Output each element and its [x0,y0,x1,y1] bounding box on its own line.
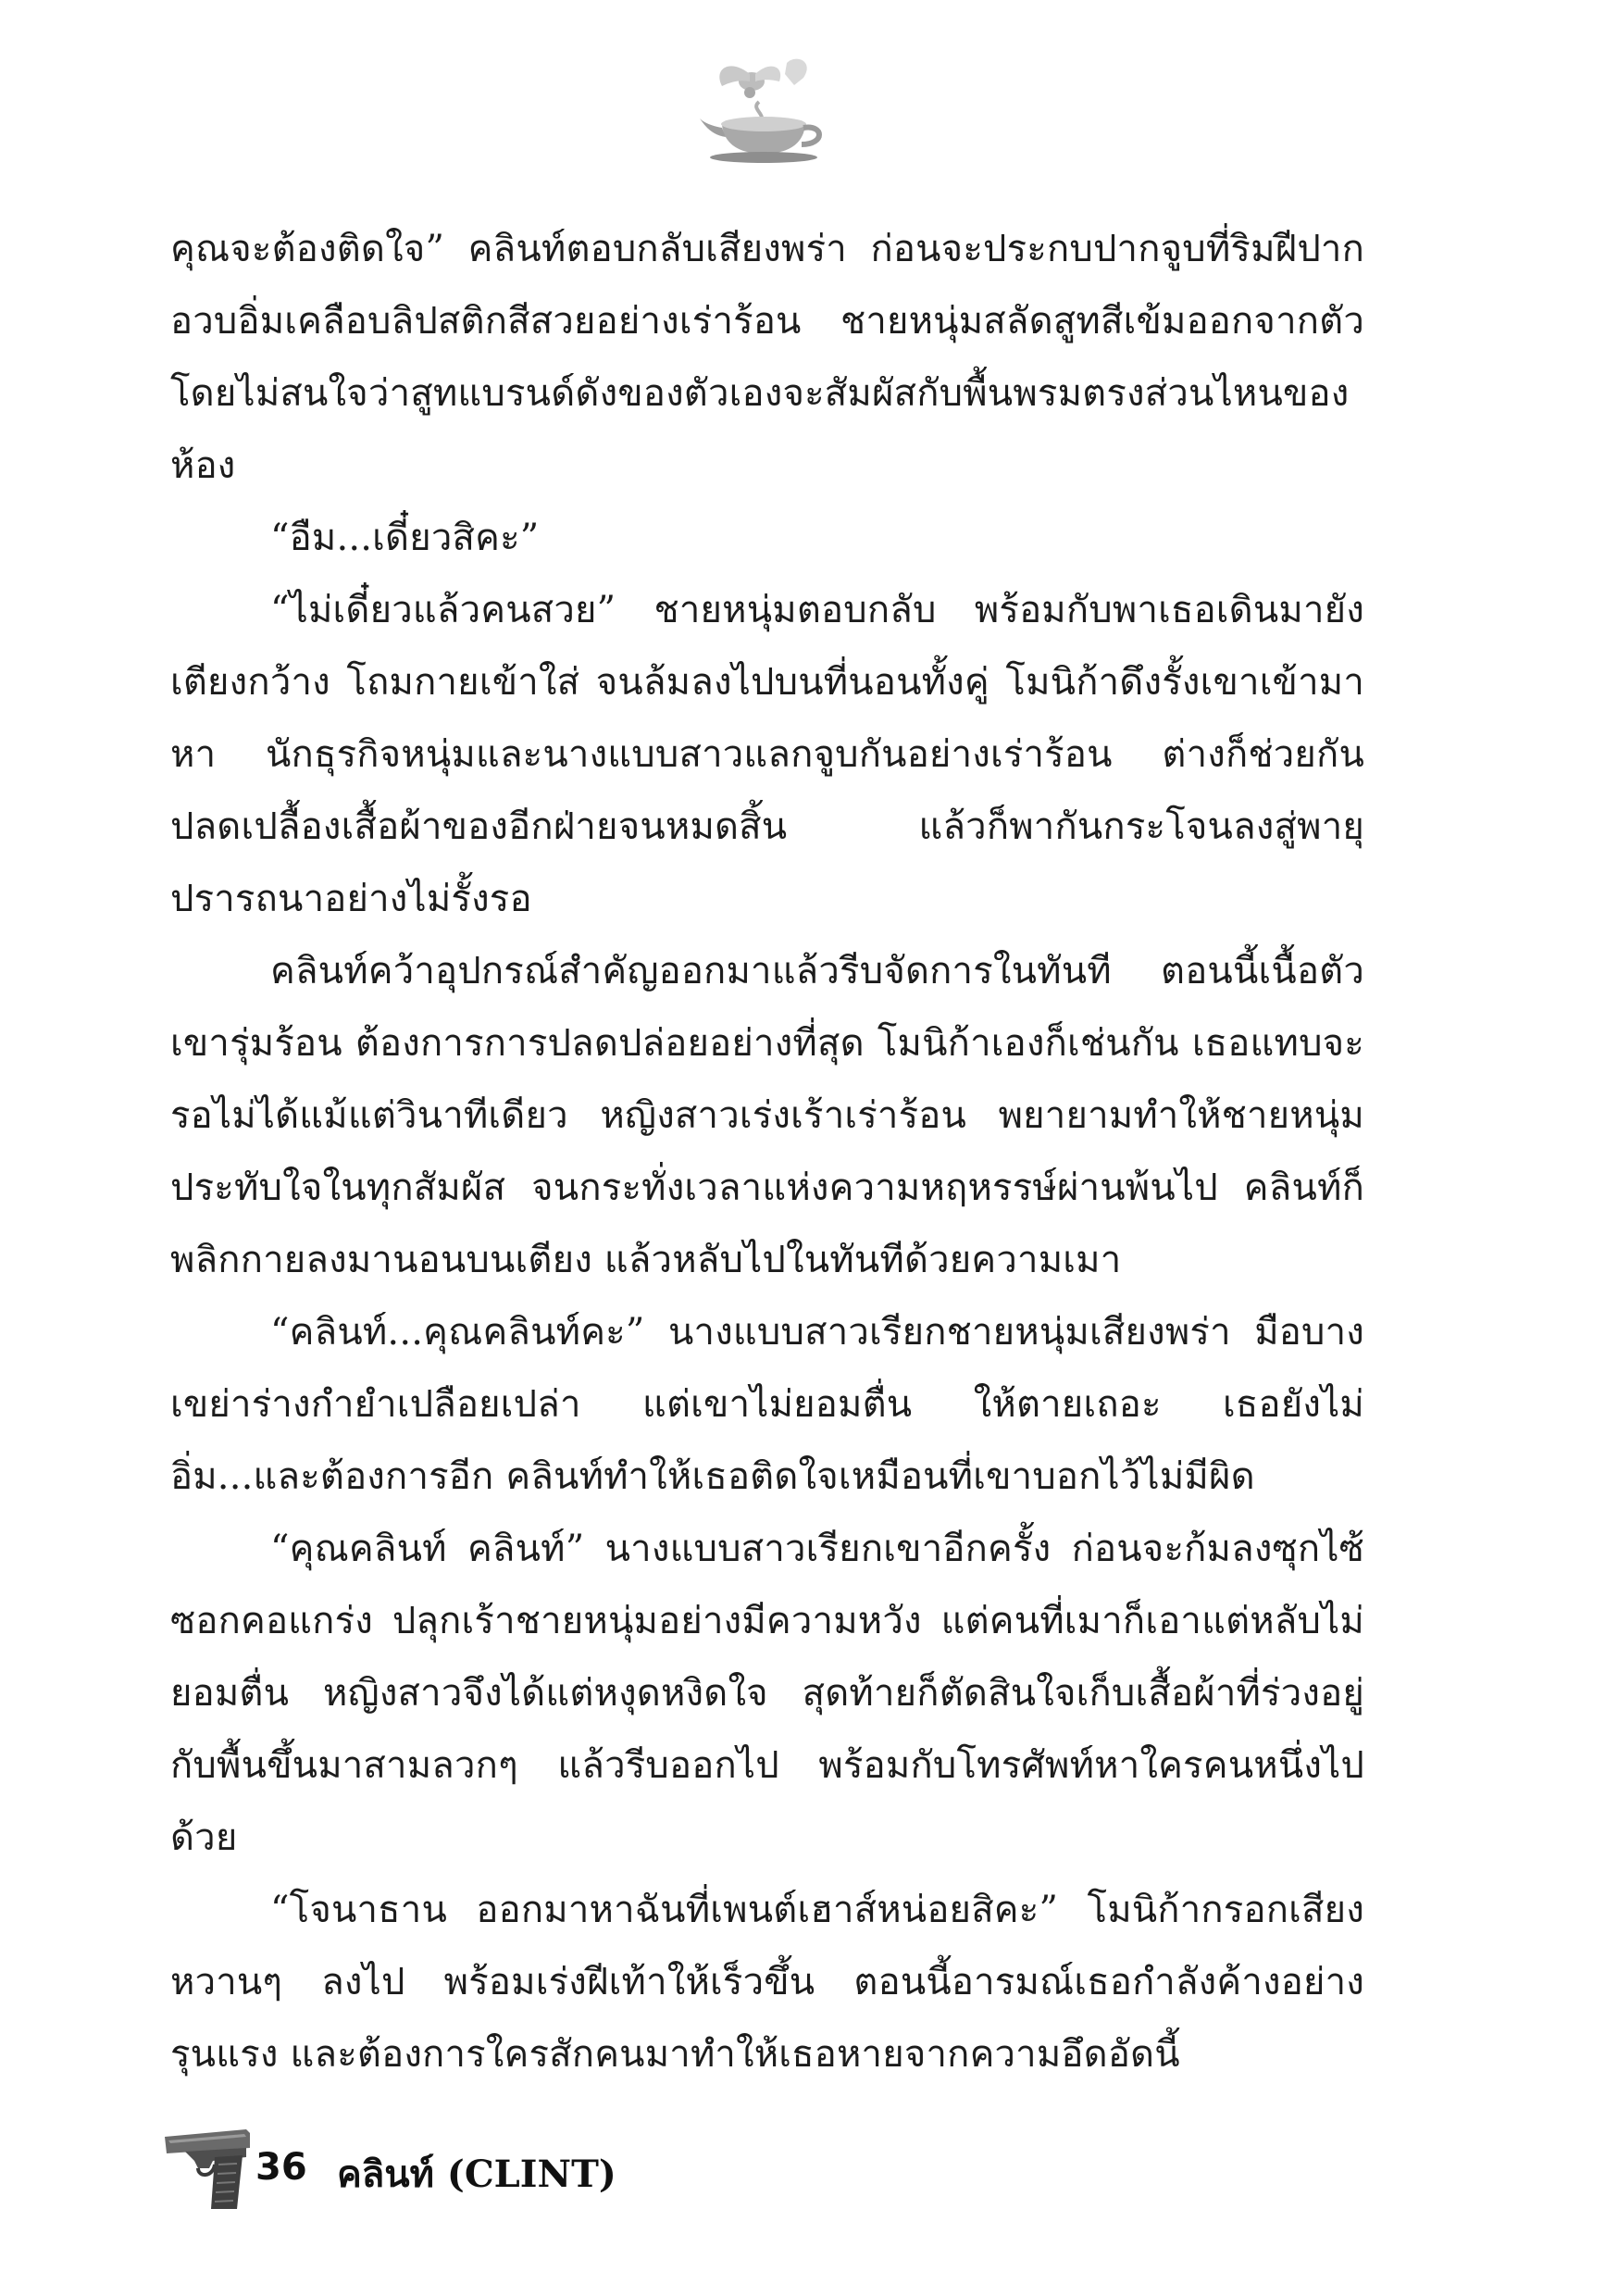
page-footer [157,2120,990,2213]
pistol-icon [157,2120,259,2213]
paragraph: คลินท์คว้าอุปกรณ์สำคัญออกมาแล้วรีบจัดการในทันที ตอนนี้เนื้อตัวเขารุ่มร้อน ต้องการการปลดปล่อยอย่างที่สุด โมนิก้าเองก็เช่นกัน เธอแทบจะรอไม่ได้แม้แต่วินาทีเดียว หญิงสาวเร่งเร้าเร่าร้อน พยายามทำให้ชายหนุ่มประทับใจในทุกสัมผัส จนกระทั่งเวลาแห่งความหฤหรรษ์ผ่านพ้นไป คลินท์ก็พลิกกายลงมานอนบนเตียง แล้วหลับไปในทันทีด้วยความเมา [170,950,1364,1281]
body-text [170,213,1364,2090]
page-number: 36 [255,2146,307,2189]
paragraph: คุณจะต้องติดใจ” คลินท์ตอบกลับเสียงพร่า ก่อนจะประกบปากจูบที่ริมฝีปากอวบอิ่มเคลือบลิปสติกสีสวยอย่างเร่าร้อน ชายหนุ่มสลัดสูทสีเข้มออกจากตัว โดยไม่สนใจว่าสูทแบรนด์ดังของตัวเองจะสัมผัสกับพื้นพรมตรงส่วนไหนของห้อง [170,228,1364,487]
book-title: คลินท์ (CLINT) [337,2152,616,2196]
paragraph: “ไม่เดี๋ยวแล้วคนสวย” ชายหนุ่มตอบกลับ พร้อมกับพาเธอเดินมายังเตียงกว้าง โถมกายเข้าใส่ จนล้มลงไปบนที่นอนทั้งคู่ โมนิก้าดึงรั้งเขาเข้ามาหา นักธุรกิจหนุ่มและนางแบบสาวแลกจูบกันอย่างเร่าร้อน ต่างก็ช่วยกันปลดเปลื้องเสื้อผ้าของอีกฝ่ายจนหมดสิ้น แล้วก็พากันกระโจนลงสู่พายุปรารถนาอย่างไม่รั้งรอ [170,589,1364,920]
paragraph: “โจนาธาน ออกมาหาฉันที่เพนต์เฮาส์หน่อยสิคะ” โมนิก้ากรอกเสียงหวานๆ ลงไป พร้อมเร่งฝีเท้าให้เร็วขึ้น ตอนนี้อารมณ์เธอกำลังค้างอย่างรุนแรง และต้องการใครสักคนมาทำให้เธอหายจากความอึดอัดนี้ [170,1889,1364,2076]
teacup-cupid-icon [694,54,833,165]
paragraph: “คุณคลินท์ คลินท์” นางแบบสาวเรียกเขาอีกครั้ง ก่อนจะก้มลงซุกไซ้ซอกคอแกร่ง ปลุกเร้าชายหนุ่มอย่างมีความหวัง แต่คนที่เมาก็เอาแต่หลับไม่ยอมตื่น หญิงสาวจึงได้แต่หงุดหงิดใจ สุดท้ายก็ตัดสินใจเก็บเสื้อผ้าที่ร่วงอยู่กับพื้นขึ้นมาสามลวกๆ แล้วรีบออกไป พร้อมกับโทรศัพท์หาใครคนหนึ่งไปด้วย [170,1528,1364,1859]
paragraph: “คลินท์...คุณคลินท์คะ” นางแบบสาวเรียกชายหนุ่มเสียงพร่า มือบางเขย่าร่างกำยำเปลือยเปล่า แต่เขาไม่ยอมตื่น ให้ตายเถอะ เธอยังไม่อิ่ม...และต้องการอีก คลินท์ทำให้เธอติดใจเหมือนที่เขาบอกไว้ไม่มีผิด [170,1311,1364,1498]
paragraph: “อืม...เดี๋ยวสิคะ” [270,517,540,559]
